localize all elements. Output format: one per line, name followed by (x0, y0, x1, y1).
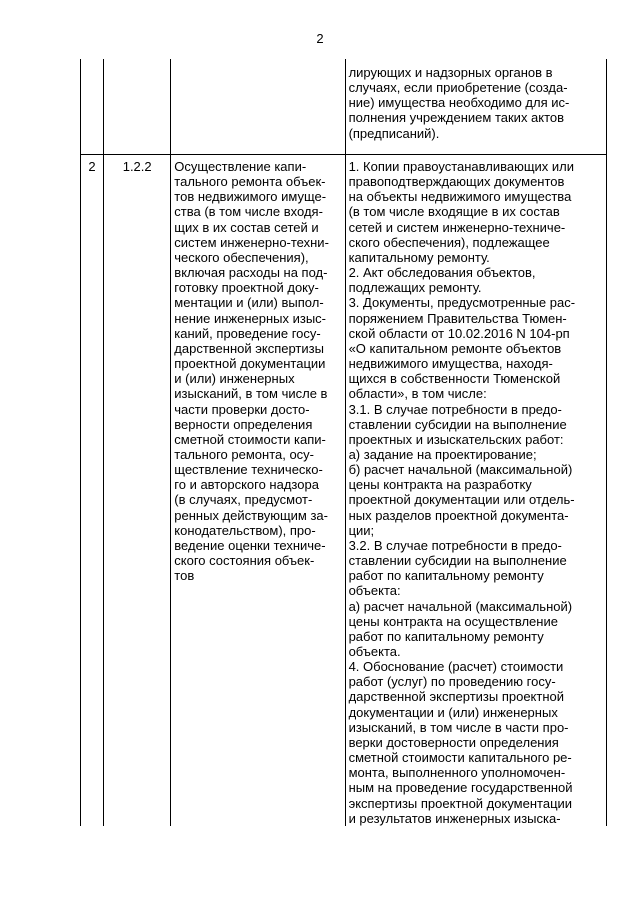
text-line: на объекты недвижимого имущества (348, 189, 572, 205)
description-cell-empty (171, 59, 345, 155)
text-line: (предписаний). (348, 125, 440, 141)
text-line: а) расчет начальной (максимальной) (348, 598, 573, 614)
table-row (81, 155, 607, 826)
text-line: полнения учреждением таких актов (348, 110, 565, 126)
table-row-continuation (81, 59, 607, 155)
text-line: проектной документации (174, 356, 326, 372)
text-line: б) расчет начальной (максимальной) (348, 462, 573, 478)
text-line: ние) имущества необходимо для ис- (348, 95, 570, 111)
row-number-cell: 2 (81, 155, 104, 826)
text-line: ческого обеспечения), (174, 249, 309, 265)
text-line: ренных действующим за- (174, 507, 328, 523)
text-line: включая расходы на под- (174, 265, 328, 281)
text-line: работ по капитальному ремонту (348, 628, 544, 644)
text-line: щих в их состав сетей и (174, 219, 319, 235)
text-line: сметной стоимости капитального ре- (348, 750, 572, 766)
text-line: объекта: (348, 583, 401, 599)
text-line: работ по капитальному ремонту (348, 568, 544, 584)
text-line: проектной документации или отдель- (348, 492, 575, 508)
text-line: ской области от 10.02.2016 N 104-рп (348, 325, 570, 341)
text-line: ных разделов проектной документа- (348, 507, 569, 523)
text-line: верности определения (174, 416, 313, 432)
text-line: объекта. (348, 644, 401, 659)
text-line: лирующих и надзорных органов в (348, 65, 553, 80)
text-line: тального ремонта объек- (174, 174, 326, 190)
text-line: экспертизы проектной документации (348, 795, 573, 811)
text-line: ского обеспечения), подлежащее (348, 234, 550, 250)
text-line: дарственной экспертизы проектной (348, 689, 565, 705)
text-line: изысканий, в том числе в (174, 386, 328, 402)
text-line: тального ремонта, осу- (174, 446, 315, 462)
text-line: и результатов инженерных изыска- (348, 810, 561, 826)
text-line: работ (услуг) по проведению госу- (348, 674, 556, 690)
page-number: 2 (316, 31, 324, 46)
row-number-cell-empty (81, 59, 104, 155)
text-line: систем инженерно-техни- (174, 234, 329, 250)
text-line: (в том числе входящие в их состав (348, 204, 560, 220)
text-line: конодательством), про- (174, 522, 316, 538)
text-line: а) задание на проектирование; (348, 446, 537, 462)
text-line: 1. Копии правоустанавливающих или (348, 159, 575, 174)
text-line: подлежащих ремонту. (348, 280, 482, 296)
description-cell (171, 155, 345, 826)
text-line: дарственной экспертизы (174, 340, 324, 356)
text-line: документации и (или) инженерных (348, 704, 558, 720)
text-line: верки достоверности определения (348, 734, 559, 750)
text-line: части проверки досто- (174, 401, 310, 417)
text-line: поряжением Правительства Тюмен- (348, 310, 567, 326)
text-line: тов (174, 568, 195, 584)
text-line: ставлении субсидии на выполнение (348, 416, 567, 432)
text-line: ведение оценки техниче- (174, 537, 326, 553)
requirements-table (80, 59, 607, 826)
text-line: ным на проведение государственной (348, 780, 573, 796)
text-line: каний, проведение госу- (174, 325, 321, 341)
text-line: монта, выполненного уполномочен- (348, 765, 566, 781)
text-line: 3.1. В случае потребности в предо- (348, 401, 562, 417)
text-line: ства (в том числе входя- (174, 204, 323, 220)
text-line: правоподтверждающих документов (348, 174, 565, 190)
text-line: ществление техническо- (174, 462, 323, 478)
text-line: «О капитальном ремонте объектов (348, 340, 562, 356)
text-line: тов недвижимого имуще- (174, 189, 327, 205)
text-line: цены контракта на разработку (348, 477, 532, 493)
text-line: 3.2. В случае потребности в предо- (348, 537, 562, 553)
text-line: ментации и (или) выпол- (174, 295, 324, 311)
text-line: 4. Обоснование (расчет) стоимости (348, 659, 564, 675)
text-line: щихся в собственности Тюменской (348, 371, 561, 387)
text-line: изысканий, в том числе в части про- (348, 719, 569, 735)
text-line: ского состояния объек- (174, 553, 315, 569)
text-line: капитальному ремонту. (348, 249, 490, 265)
text-line: 3. Документы, предусмотренные рас- (348, 295, 576, 311)
text-line: го и авторского надзора (174, 477, 319, 493)
text-line: и (или) инженерных (174, 371, 295, 387)
text-line: недвижимого имущества, находя- (348, 356, 553, 372)
text-line: цены контракта на осуществление (348, 613, 558, 629)
text-line: случаях, если приобретение (созда- (348, 80, 568, 96)
text-line: нение инженерных изыс- (174, 310, 327, 326)
text-line: проектных и изыскательских работ: (348, 431, 564, 447)
text-line: сметной стоимости капи- (174, 431, 326, 447)
text-line: ции; (348, 522, 375, 538)
text-line: готовку проектной доку- (174, 280, 319, 296)
text-line: 2. Акт обследования объектов, (348, 265, 536, 281)
text-line: Осуществление капи- (174, 159, 307, 174)
text-line: (в случаях, предусмот- (174, 492, 313, 508)
text-line: сетей и систем инженерно-техниче- (348, 219, 566, 235)
text-line: области», в том числе: (348, 386, 487, 402)
row-code-cell: 1.2.2 (104, 155, 171, 826)
documents-cell-continuation (345, 59, 606, 155)
documents-cell (345, 155, 606, 826)
row-code-cell-empty (104, 59, 171, 155)
text-line: ставлении субсидии на выполнение (348, 553, 567, 569)
